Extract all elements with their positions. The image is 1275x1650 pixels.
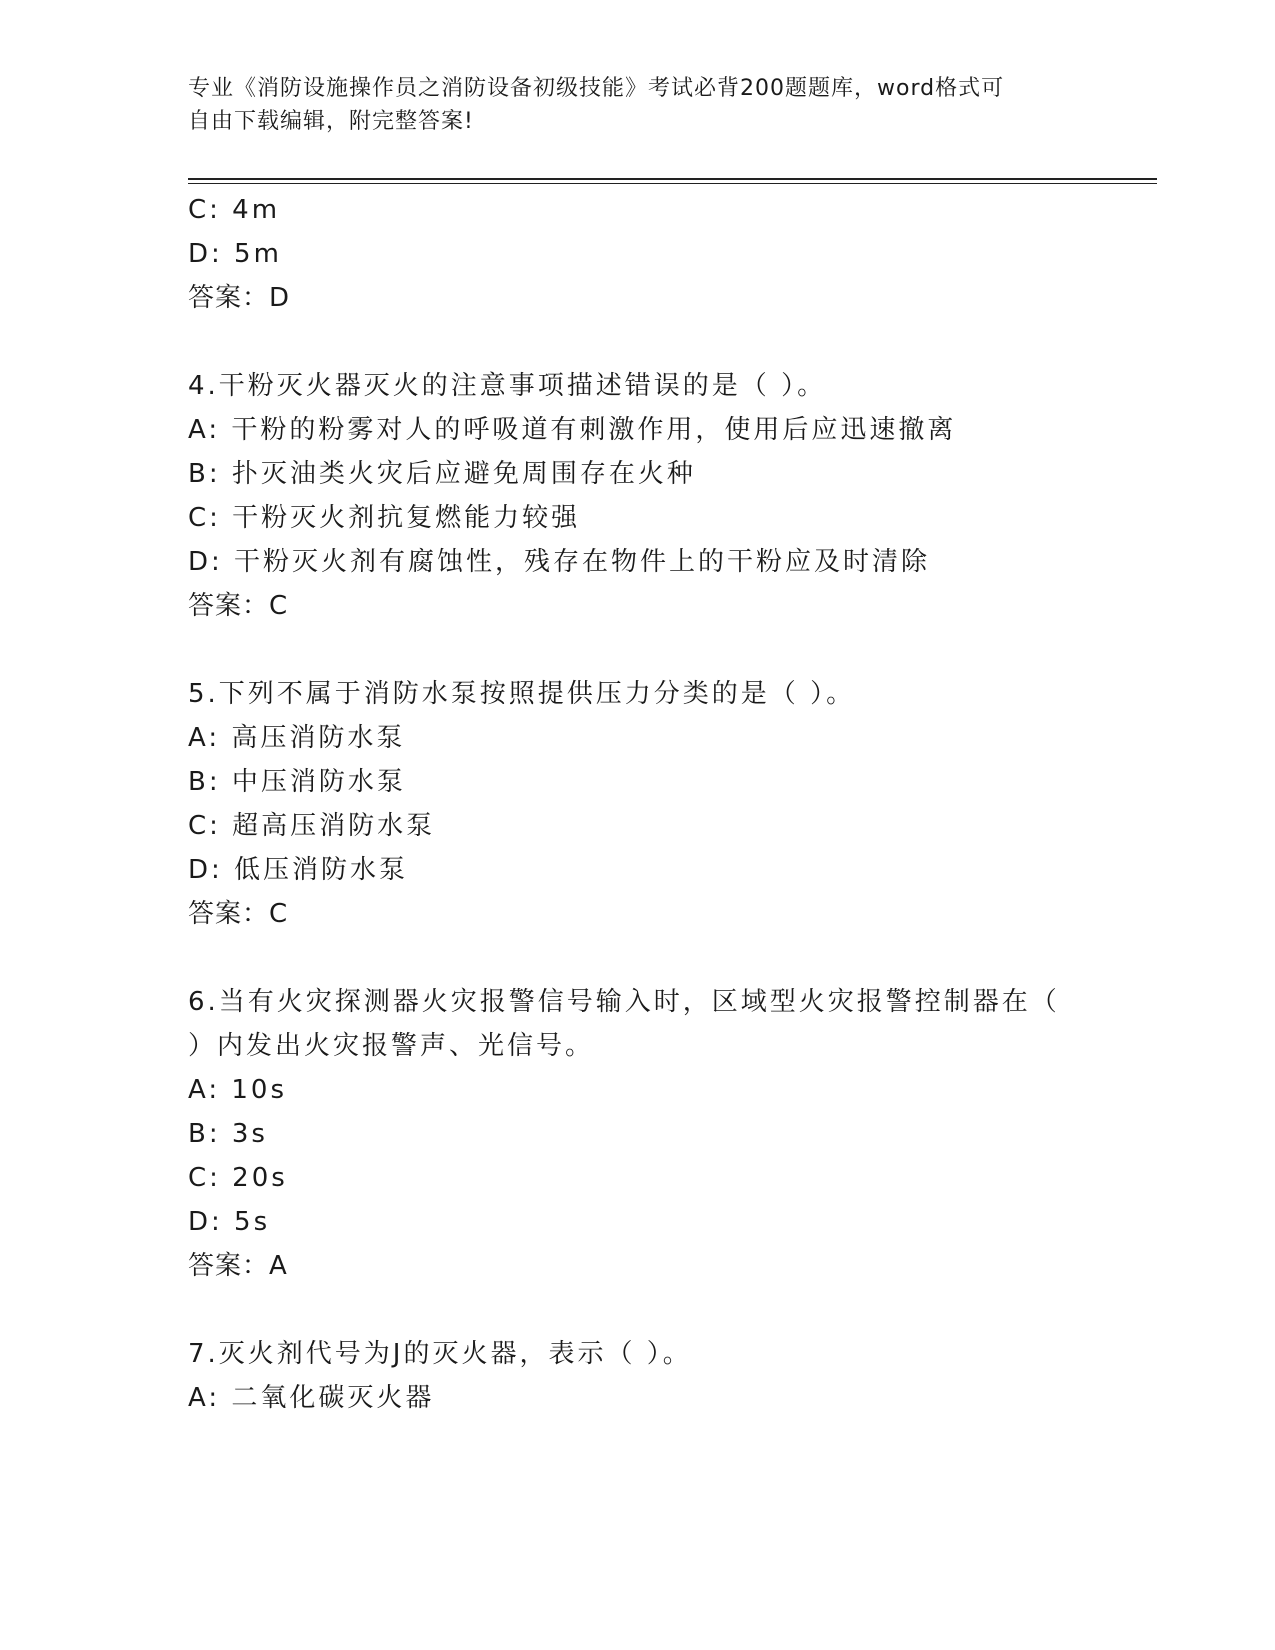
option-a: A: 二氧化碳灭火器 <box>188 1383 435 1413</box>
option-c: C: 4m <box>188 195 281 225</box>
answer-line: 答案：A <box>188 1251 288 1281</box>
option-d: D: 低压消防水泵 <box>188 855 409 885</box>
answer-line: 答案：C <box>188 899 289 929</box>
option-c: C: 20s <box>188 1163 288 1193</box>
question-6-continued: ）内发出火灾报警声、光信号。 <box>188 1031 595 1061</box>
option-a: A: 10s <box>188 1075 287 1105</box>
question-4: 4.干粉灭火器灭火的注意事项描述错误的是（ ）。 <box>188 371 827 401</box>
option-a: A: 高压消防水泵 <box>188 723 406 753</box>
question-7: 7.灭火剂代号为J的灭火器，表示（ ）。 <box>188 1339 692 1369</box>
answer-line: 答案：C <box>188 591 289 621</box>
option-b: B: 扑灭油类火灾后应避免周围存在火种 <box>188 459 696 489</box>
option-c: C: 超高压消防水泵 <box>188 811 436 841</box>
header-title-line-2: 自由下载编辑，附完整答案! <box>188 109 474 134</box>
option-b: B: 中压消防水泵 <box>188 767 406 797</box>
option-a: A: 干粉的粉雾对人的呼吸道有刺激作用，使用后应迅速撤离 <box>188 415 957 445</box>
question-6: 6.当有火灾探测器火灾报警信号输入时，区域型火灾报警控制器在（ <box>188 987 1060 1017</box>
question-5: 5.下列不属于消防水泵按照提供压力分类的是（ ）。 <box>188 679 856 709</box>
header-divider-thick <box>188 178 1157 180</box>
option-d: D: 5s <box>188 1207 271 1237</box>
option-b: B: 3s <box>188 1119 268 1149</box>
header-title-line-1: 专业《消防设施操作员之消防设备初级技能》考试必背200题题库，word格式可 <box>188 76 1005 101</box>
option-d: D: 5m <box>188 239 282 269</box>
header-divider-thin <box>188 183 1157 184</box>
page-header <box>188 72 1068 138</box>
answer-line: 答案：D <box>188 283 291 313</box>
option-c: C: 干粉灭火剂抗复燃能力较强 <box>188 503 581 533</box>
option-d: D: 干粉灭火剂有腐蚀性，残存在物件上的干粉应及时清除 <box>188 547 931 577</box>
